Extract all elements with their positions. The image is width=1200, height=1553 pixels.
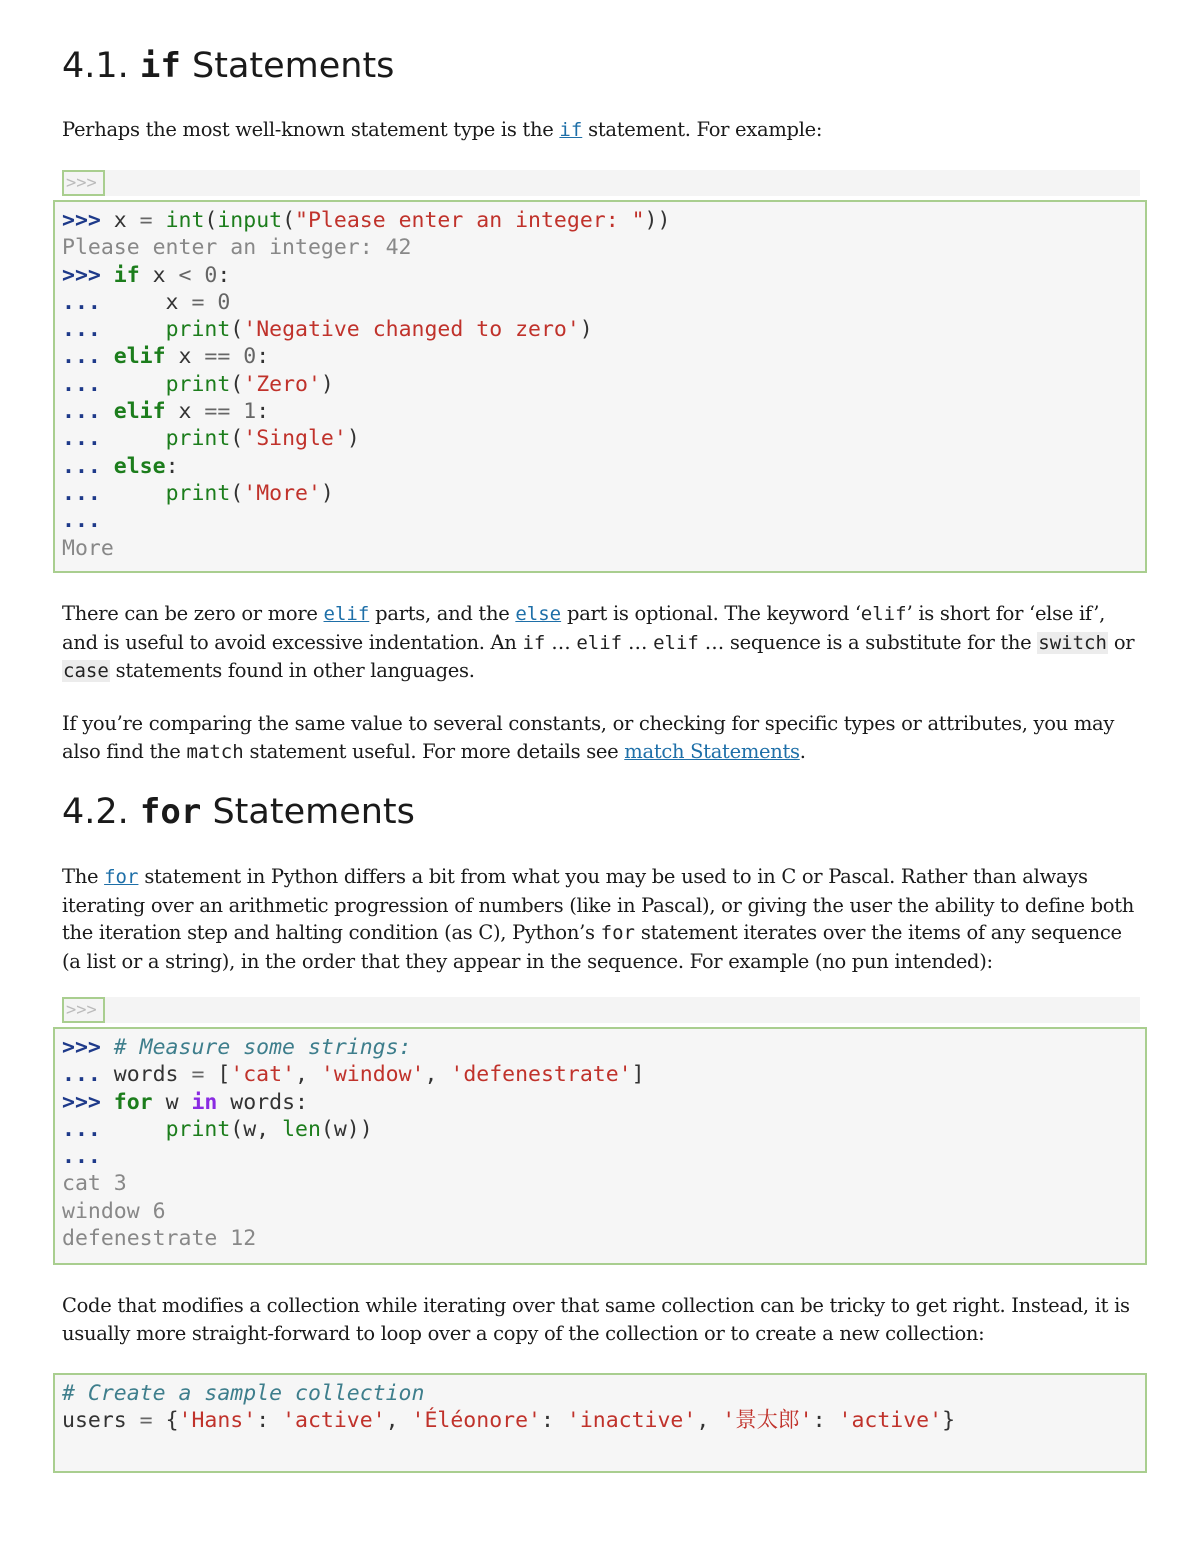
heading-title: Statements (201, 792, 415, 832)
code-line: ... elif x == 0: (62, 344, 270, 370)
code-line: cat 3 (62, 1171, 127, 1197)
code-line: ... elif x == 1: (62, 399, 270, 425)
code-line: More (62, 535, 114, 561)
heading-code-word: if (139, 46, 181, 86)
code-content (55, 1375, 1145, 1435)
section-heading-for (62, 784, 415, 840)
else-link[interactable]: else (515, 603, 562, 625)
heading-title: Statements (180, 46, 395, 86)
section-number: 4.1. (62, 46, 140, 86)
copy-prompt-toggle-button[interactable]: >>> (62, 997, 105, 1023)
collection-paragraph: Code that modifies a collection while iterating over that same collection can be tricky to get right. Instead, it is usually more straight-forward to loop over a copy of the collection or to create a new collection: (62, 1294, 1130, 1345)
code-content (55, 1029, 1145, 1252)
for-link[interactable]: for (104, 866, 139, 888)
code-block-if (53, 200, 1147, 573)
code-line: # Create a sample collection (62, 1381, 425, 1406)
code-line: ... words = ['cat', 'window', 'defenestrate'] (62, 1062, 645, 1088)
code-line: >>> x = int(input("Please enter an integer: ")) (62, 208, 671, 233)
code-line: defenestrate 12 (62, 1226, 257, 1252)
code-line: >>> for w in words: (62, 1089, 308, 1115)
elif-paragraph: There can be zero or more elif parts, and the else part is optional. The keyword ‘elif’ is short for ‘else if’, and is useful to avoid excessive indentation. An if … elif … elif … sequence is a substitute for the switch or case statements found in other languages. (62, 602, 1135, 682)
code-line: ... (62, 1144, 101, 1170)
code-line: ... print('Negative changed to zero') (62, 317, 593, 343)
copy-bar (62, 170, 1140, 196)
code-line: ... else: (62, 453, 179, 479)
code-line: ... print('More') (62, 480, 334, 506)
for-paragraph: The for statement in Python differs a bit from what you may be used to in C or Pascal. Rather than always iterating over an arithmetic progression of numbers (like in Pascal), or giving the user the ability to define both the iteration step and halting condition (as C), Python’s for statement iterates over the items of any sequence (a list or a string), in the order that they appear in the sequence. For example (no pun intended): (62, 865, 1135, 973)
if-link[interactable]: if (559, 119, 583, 141)
intro-paragraph: Perhaps the most well-known statement type is the if statement. For example: (62, 118, 823, 141)
copy-bar (62, 997, 1140, 1023)
code-content (55, 202, 1145, 562)
code-line: >>> if x < 0: (62, 262, 231, 288)
code-line: ... print('Zero') (62, 371, 334, 397)
code-block-for (53, 1027, 1147, 1265)
match-paragraph: If you’re comparing the same value to several constants, or checking for specific types or attributes, you may also find the match statement useful. For more details see match Statements. (62, 712, 1115, 763)
section-heading-if (62, 38, 394, 94)
match-statements-link[interactable]: match Statements (624, 739, 800, 763)
code-line: window 6 (62, 1198, 166, 1224)
code-line: Please enter an integer: 42 (62, 235, 412, 261)
code-block-collection (53, 1373, 1147, 1473)
section-number: 4.2. (62, 792, 140, 832)
code-line: users = {'Hans': 'active', 'Éléonore': 'inactive', '景太郎': 'active'} (62, 1408, 956, 1434)
heading-code-word: for (139, 792, 202, 832)
copy-prompt-toggle-button[interactable]: >>> (62, 170, 105, 196)
code-line: ... print(w, len(w)) (62, 1116, 373, 1142)
code-line: ... x = 0 (62, 289, 231, 315)
elif-link[interactable]: elif (323, 603, 370, 625)
code-line: ... (62, 508, 101, 534)
code-line: ... print('Single') (62, 426, 360, 452)
code-line: >>> # Measure some strings: (62, 1035, 412, 1060)
